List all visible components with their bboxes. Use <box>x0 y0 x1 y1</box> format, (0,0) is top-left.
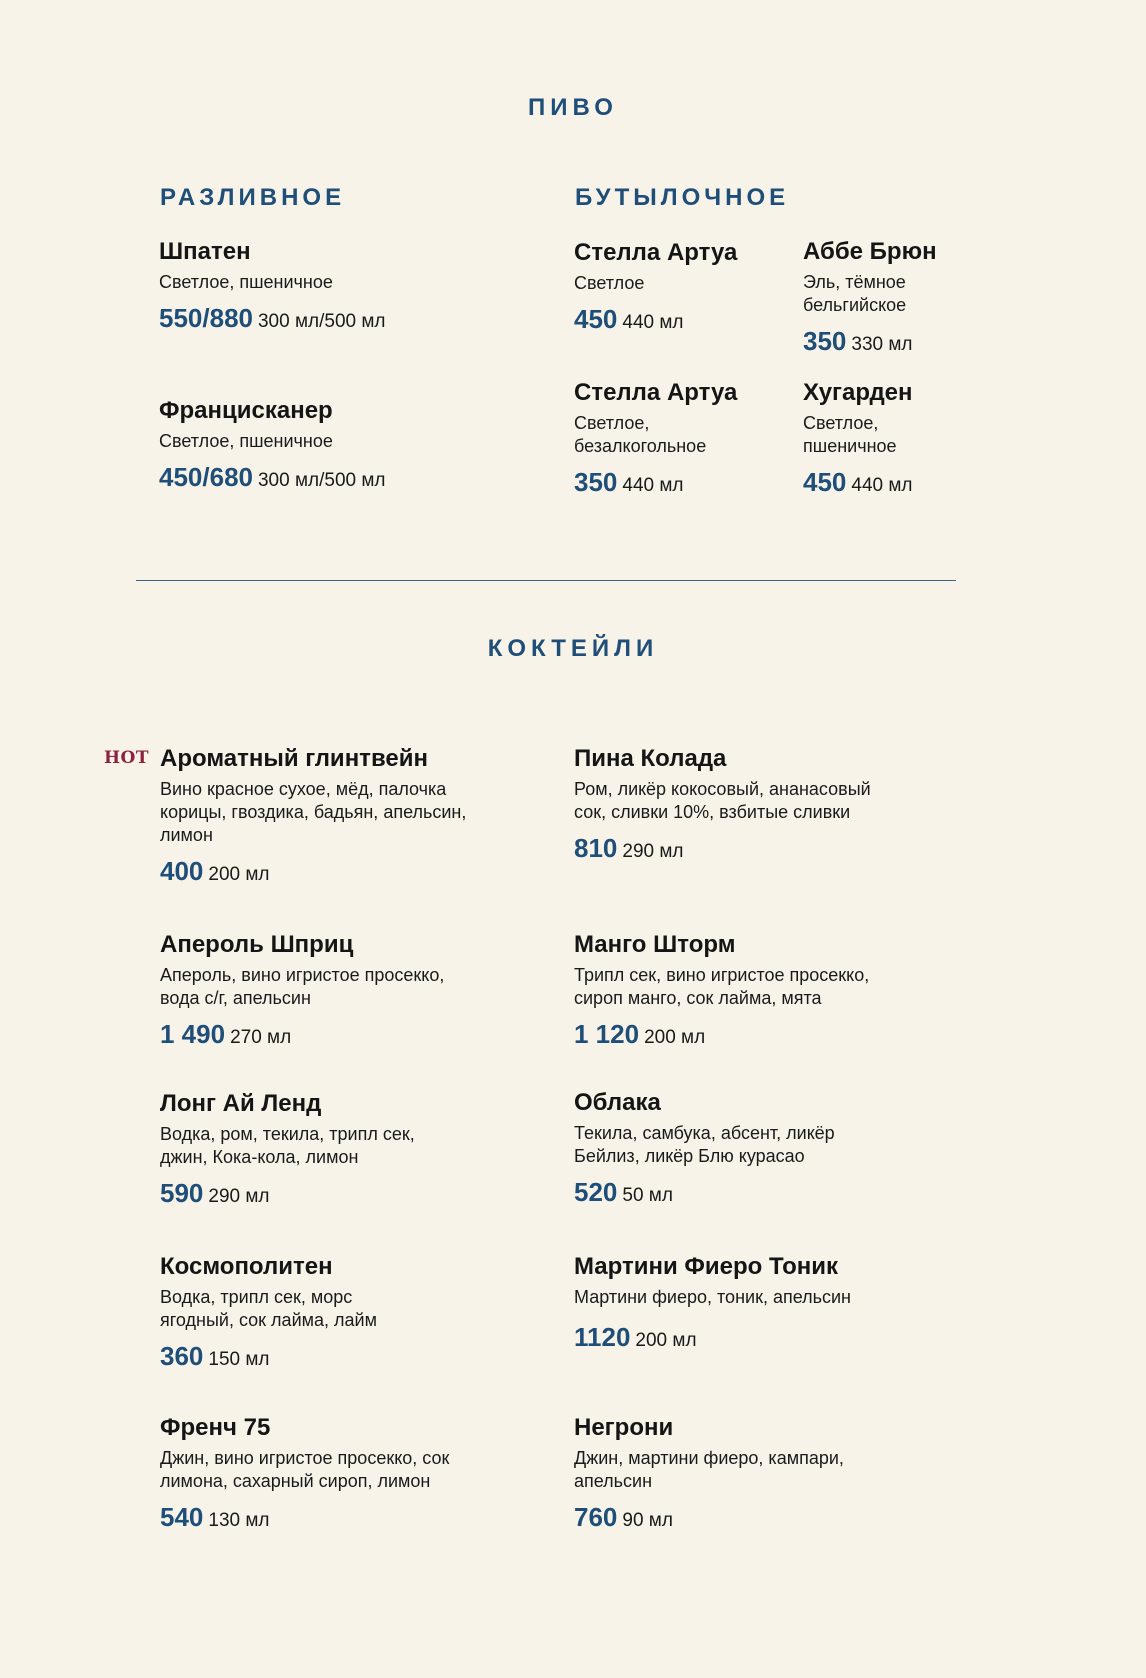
item-price: 540 <box>160 1502 204 1532</box>
item-volume: 150 мл <box>208 1349 270 1370</box>
item-volume: 440 мл <box>851 475 913 496</box>
item-name: Пина Колада <box>574 745 727 772</box>
item-price: 360 <box>160 1341 204 1371</box>
item-name: Негрони <box>574 1414 674 1441</box>
item-name: Манго Шторм <box>574 931 736 958</box>
item-price: 1 490 <box>160 1019 226 1049</box>
item-description: Трипл сек, вино игристое просекко, сироп манго, сок лайма, мята <box>574 965 870 1008</box>
item-volume: 270 мл <box>230 1027 292 1048</box>
item-description: Ром, ликёр кокосовый, ананасовый сок, сливки 10%, взбитые сливки <box>574 779 871 822</box>
item-price: 400 <box>160 856 204 886</box>
draft-beer-title: РАЗЛИВНОЕ <box>160 184 346 211</box>
item-name: Космополитен <box>160 1253 333 1280</box>
item-description: Светлое <box>574 273 645 293</box>
menu-item <box>160 930 450 1055</box>
item-name: Лонг Ай Ленд <box>160 1090 322 1117</box>
item-name: Францисканер <box>159 397 333 424</box>
item-price-line <box>803 325 973 362</box>
item-price-line <box>159 461 539 498</box>
menu-item <box>159 237 539 339</box>
item-price: 590 <box>160 1178 204 1208</box>
item-volume: 90 мл <box>622 1510 673 1531</box>
item-price-line <box>574 1321 934 1358</box>
item-volume: 130 мл <box>208 1510 270 1531</box>
item-price: 1120 <box>574 1322 631 1352</box>
item-description: Текила, самбука, абсент, ликёр Бейлиз, ликёр Блю курасао <box>574 1123 835 1166</box>
beer-section-title: ПИВО <box>528 94 618 121</box>
item-price: 350 <box>803 326 847 356</box>
item-price: 450/680 <box>159 462 253 492</box>
item-name: Ароматный глинтвейн <box>160 745 428 772</box>
item-price: 550/880 <box>159 303 253 333</box>
item-name: Френч 75 <box>160 1414 271 1441</box>
menu-item <box>160 1413 510 1538</box>
item-name: Мартини Фиеро Тоник <box>574 1253 839 1280</box>
item-price: 810 <box>574 833 618 863</box>
item-volume: 290 мл <box>622 841 684 862</box>
item-volume: 330 мл <box>851 334 913 355</box>
item-price-line <box>574 466 784 503</box>
menu-item <box>574 930 914 1055</box>
item-price-line <box>574 303 794 340</box>
item-description: Мартини фиеро, тоник, апельсин <box>574 1287 851 1307</box>
item-price-line <box>574 1501 874 1538</box>
menu-item <box>160 1089 450 1214</box>
item-volume: 200 мл <box>635 1330 697 1351</box>
item-description: Апероль, вино игристое просекко, вода с/г, апельсин <box>160 965 445 1008</box>
section-divider <box>136 580 956 581</box>
item-volume: 290 мл <box>208 1186 270 1207</box>
item-price: 450 <box>803 467 847 497</box>
item-volume: 300 мл/500 мл <box>257 470 386 491</box>
item-price-line <box>574 1018 914 1055</box>
menu-item <box>803 378 953 503</box>
item-price-line <box>160 1501 510 1538</box>
menu-item <box>574 744 874 869</box>
item-price-line <box>160 1177 450 1214</box>
item-name: Апероль Шприц <box>160 931 354 958</box>
item-volume: 440 мл <box>622 312 684 333</box>
item-description: Светлое, пшеничное <box>159 431 333 451</box>
item-volume: 200 мл <box>208 864 270 885</box>
item-price: 350 <box>574 467 618 497</box>
item-volume: 200 мл <box>644 1027 706 1048</box>
item-price-line <box>160 855 510 892</box>
item-description: Эль, тёмное бельгийское <box>803 272 907 315</box>
menu-item <box>574 1413 874 1538</box>
item-price-line <box>574 1176 874 1213</box>
menu-item <box>160 1252 430 1377</box>
cocktails-section-title: КОКТЕЙЛИ <box>487 635 659 662</box>
item-price-line <box>160 1018 450 1055</box>
menu-item <box>159 396 539 498</box>
item-price: 450 <box>574 304 618 334</box>
item-description: Джин, мартини фиеро, кампари, апельсин <box>574 1448 844 1491</box>
item-name: Хугарден <box>803 379 913 406</box>
hot-badge: HOT <box>104 748 150 768</box>
item-price-line <box>803 466 953 503</box>
menu-item <box>574 1252 934 1358</box>
menu-item <box>574 238 794 340</box>
menu-item <box>574 378 784 503</box>
menu-item <box>803 237 973 362</box>
item-name: Облака <box>574 1089 661 1116</box>
item-description: Вино красное сухое, мёд, палочка корицы, гвоздика, бадьян, апельсин, лимон <box>160 779 467 845</box>
item-description: Светлое, пшеничное <box>803 413 897 456</box>
item-price: 760 <box>574 1502 618 1532</box>
item-name: Шпатен <box>159 238 251 265</box>
bottled-beer-title: БУТЫЛОЧНОЕ <box>575 184 790 211</box>
item-price-line <box>159 302 539 339</box>
item-description: Светлое, пшеничное <box>159 272 333 292</box>
item-price-line <box>160 1340 430 1377</box>
item-price-line <box>574 832 874 869</box>
menu-item <box>574 1088 874 1213</box>
item-volume: 50 мл <box>622 1185 673 1206</box>
item-description: Водка, трипл сек, морс ягодный, сок лайма, лайм <box>160 1287 377 1330</box>
item-name: Стелла Артуа <box>574 239 738 266</box>
item-description: Водка, ром, текила, трипл сек, джин, Кока-кола, лимон <box>160 1124 415 1167</box>
menu-item <box>160 744 510 892</box>
item-price: 520 <box>574 1177 618 1207</box>
item-name: Стелла Артуа <box>574 379 738 406</box>
item-description: Джин, вино игристое просекко, сок лимона, сахарный сироп, лимон <box>160 1448 450 1491</box>
item-volume: 300 мл/500 мл <box>257 311 386 332</box>
item-name: Аббе Брюн <box>803 238 937 265</box>
item-volume: 440 мл <box>622 475 684 496</box>
item-price: 1 120 <box>574 1019 640 1049</box>
item-description: Светлое, безалкогольное <box>574 413 707 456</box>
